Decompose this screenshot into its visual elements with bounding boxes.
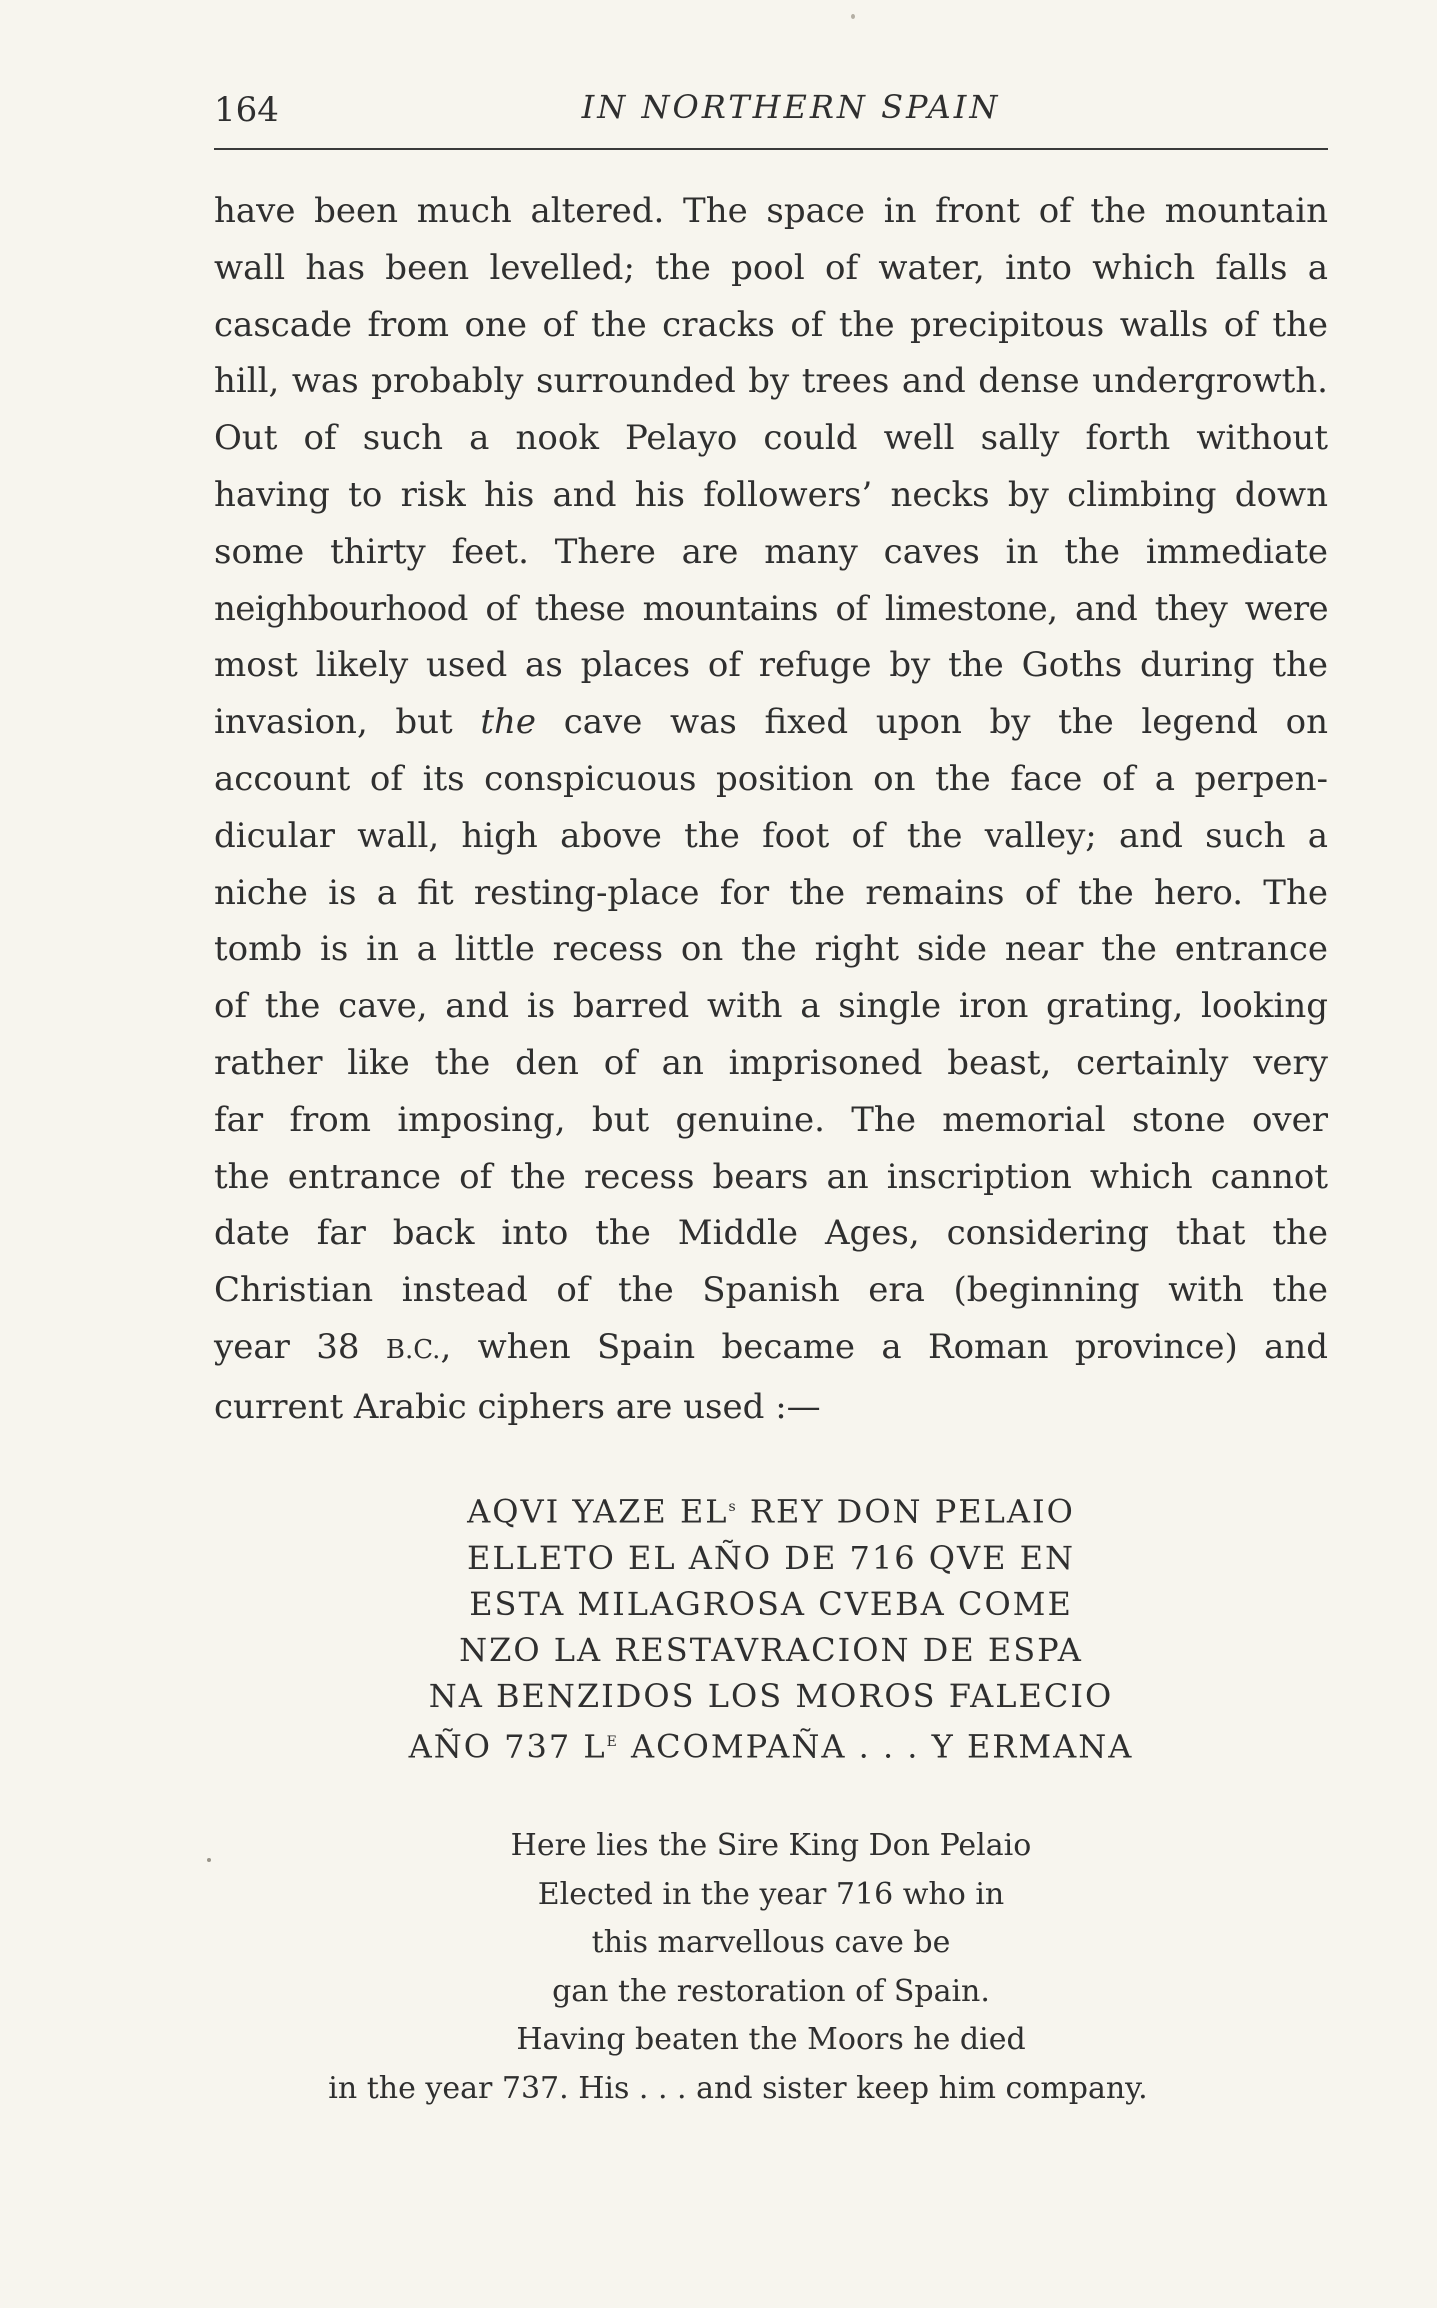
inscription-text: AÑO 737 L — [408, 1727, 607, 1766]
page-header — [214, 80, 1328, 130]
page-number: 164 — [214, 90, 279, 130]
text-line: some thirty feet. There are many caves in the immediate — [214, 531, 1328, 572]
inscription-text: AQVI YAZE EL — [467, 1492, 729, 1531]
text-line — [214, 1319, 1328, 1379]
text-line: date far back into the Middle Ages, considering that the — [214, 1213, 1328, 1254]
text-segment: , when Spain became a Roman province) and — [440, 1326, 1329, 1367]
paper-speck — [207, 1858, 211, 1862]
inscription-line: ELLETO EL AÑO DE 716 QVE EN — [467, 1538, 1075, 1577]
text-line: wall has been levelled; the pool of water, into which falls a — [214, 247, 1328, 288]
translation-line: this marvellous cave be — [591, 1925, 951, 1960]
inscription-line — [214, 1719, 1328, 1770]
text-line: account of its conspicuous position on the face of a perpen- — [214, 758, 1328, 799]
small-caps-abbreviation: B.C. — [385, 1334, 441, 1365]
text-line: have been much altered. The space in front of the mountain — [214, 191, 1328, 231]
text-line: neighbourhood of these mountains of limestone, and they were — [214, 588, 1328, 629]
text-line: dicular wall, high above the foot of the valley; and such a — [214, 815, 1328, 856]
inscription-line — [214, 1484, 1328, 1535]
text-segment: year 38 — [214, 1326, 386, 1367]
text-line: the entrance of the recess bears an inscription which cannot — [214, 1156, 1328, 1197]
text-line: cascade from one of the cracks of the precipitous walls of the — [214, 304, 1328, 345]
text-segment: invasion, but — [214, 702, 481, 743]
superscript: E — [606, 1733, 619, 1750]
translation-line: in the year 737. His . . . and sister keep him company. — [328, 2070, 1148, 2106]
text-line: rather like the den of an imprisoned beast, certainly very — [214, 1042, 1328, 1083]
text-segment: cave was fixed upon by the legend on — [536, 702, 1328, 743]
text-line: Out of such a nook Pelayo could well sally forth without — [214, 418, 1328, 459]
inscription-block — [214, 1484, 1328, 1769]
text-line: most likely used as places of refuge by the Goths during the — [214, 645, 1328, 686]
text-line: current Arabic ciphers are used :— — [214, 1386, 821, 1427]
paper-speck — [851, 14, 855, 19]
running-title: IN NORTHERN SPAIN — [581, 88, 1001, 126]
text-line: niche is a fit resting-place for the remains of the hero. The — [214, 872, 1328, 913]
translation-line: Here lies the Sire King Don Pelaio — [510, 1828, 1032, 1863]
inscription-line: NA BENZIDOS LOS MOROS FALECIO — [428, 1676, 1114, 1715]
text-line: far from imposing, but genuine. The memorial stone over — [214, 1099, 1328, 1140]
text-line: of the cave, and is barred with a single iron grating, looking — [214, 986, 1328, 1027]
translation-line: Having beaten the Moors he died — [516, 2022, 1026, 2057]
text-line: hill, was probably surrounded by trees and dense undergrowth. — [214, 361, 1328, 402]
text-line — [214, 694, 1328, 751]
superscript: s — [728, 1499, 738, 1515]
translation-line: gan the restoration of Spain. — [552, 1973, 990, 2009]
text-line: Christian instead of the Spanish era (beginning with the — [214, 1270, 1328, 1311]
italic-word: the — [480, 702, 537, 743]
text-line: having to risk his and his followers’ necks by climbing down — [214, 474, 1328, 515]
header-rule — [214, 148, 1328, 150]
translation-block — [214, 1822, 1328, 2113]
inscription-line: ESTA MILAGROSA CVEBA COME — [469, 1584, 1073, 1623]
body-paragraph — [214, 183, 1328, 1436]
inscription-text: ACOMPAÑA . . . Y ERMANA — [618, 1727, 1134, 1766]
inscription-text: REY DON PELAIO — [737, 1492, 1075, 1531]
translation-line: Elected in the year 716 who in — [537, 1876, 1005, 1912]
inscription-line: NZO LA RESTAVRACION DE ESPA — [459, 1630, 1083, 1669]
text-line: tomb is in a little recess on the right side near the entrance — [214, 929, 1328, 970]
